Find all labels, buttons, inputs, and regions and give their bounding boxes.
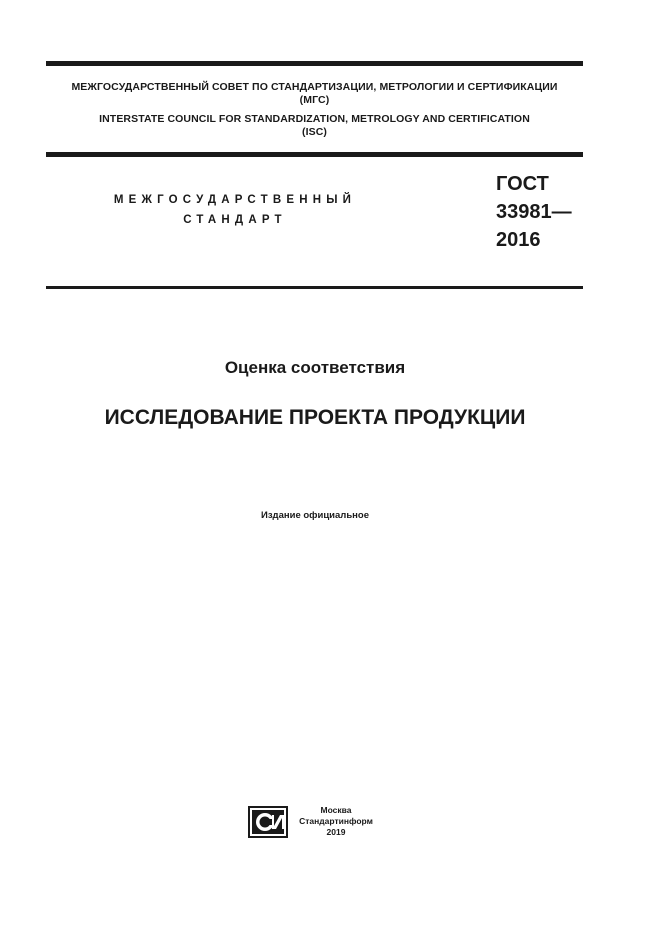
document-subject: Оценка соответствия xyxy=(224,358,406,377)
gost-label: ГОСТ xyxy=(496,173,549,195)
standartinform-logo-icon xyxy=(248,806,288,838)
council-name-en xyxy=(46,113,583,139)
top-rule xyxy=(46,61,583,66)
gost-designation xyxy=(496,170,572,254)
standard-type-line2: СТАНДАРТ xyxy=(183,214,287,226)
standard-type xyxy=(100,190,370,230)
council-abbr-ru: (МГС) xyxy=(299,94,330,106)
imprint xyxy=(297,805,375,838)
imprint-city: Москва xyxy=(320,805,352,815)
edition-note: Издание официальное xyxy=(261,510,369,521)
gost-year: 2016 xyxy=(496,229,541,251)
middle-rule xyxy=(46,152,583,157)
document-title: ИССЛЕДОВАНИЕ ПРОЕКТА ПРОДУКЦИИ xyxy=(104,406,526,429)
imprint-publisher: Стандартинформ xyxy=(299,816,373,826)
bottom-rule xyxy=(46,286,583,289)
council-name-ru-line1: МЕЖГОСУДАРСТВЕННЫЙ СОВЕТ ПО СТАНДАРТИЗАЦИИ, МЕТРОЛОГИИ И СЕРТИФИКАЦИИ xyxy=(71,81,558,93)
council-name-ru xyxy=(46,81,583,107)
standard-type-line1: МЕЖГОСУДАРСТВЕННЫЙ xyxy=(113,194,357,206)
gost-number: 33981— xyxy=(496,201,572,223)
imprint-year: 2019 xyxy=(326,827,346,837)
council-name-en-line1: INTERSTATE COUNCIL FOR STANDARDIZATION, METROLOGY AND CERTIFICATION xyxy=(99,113,530,125)
council-abbr-en: (ISC) xyxy=(302,126,327,138)
